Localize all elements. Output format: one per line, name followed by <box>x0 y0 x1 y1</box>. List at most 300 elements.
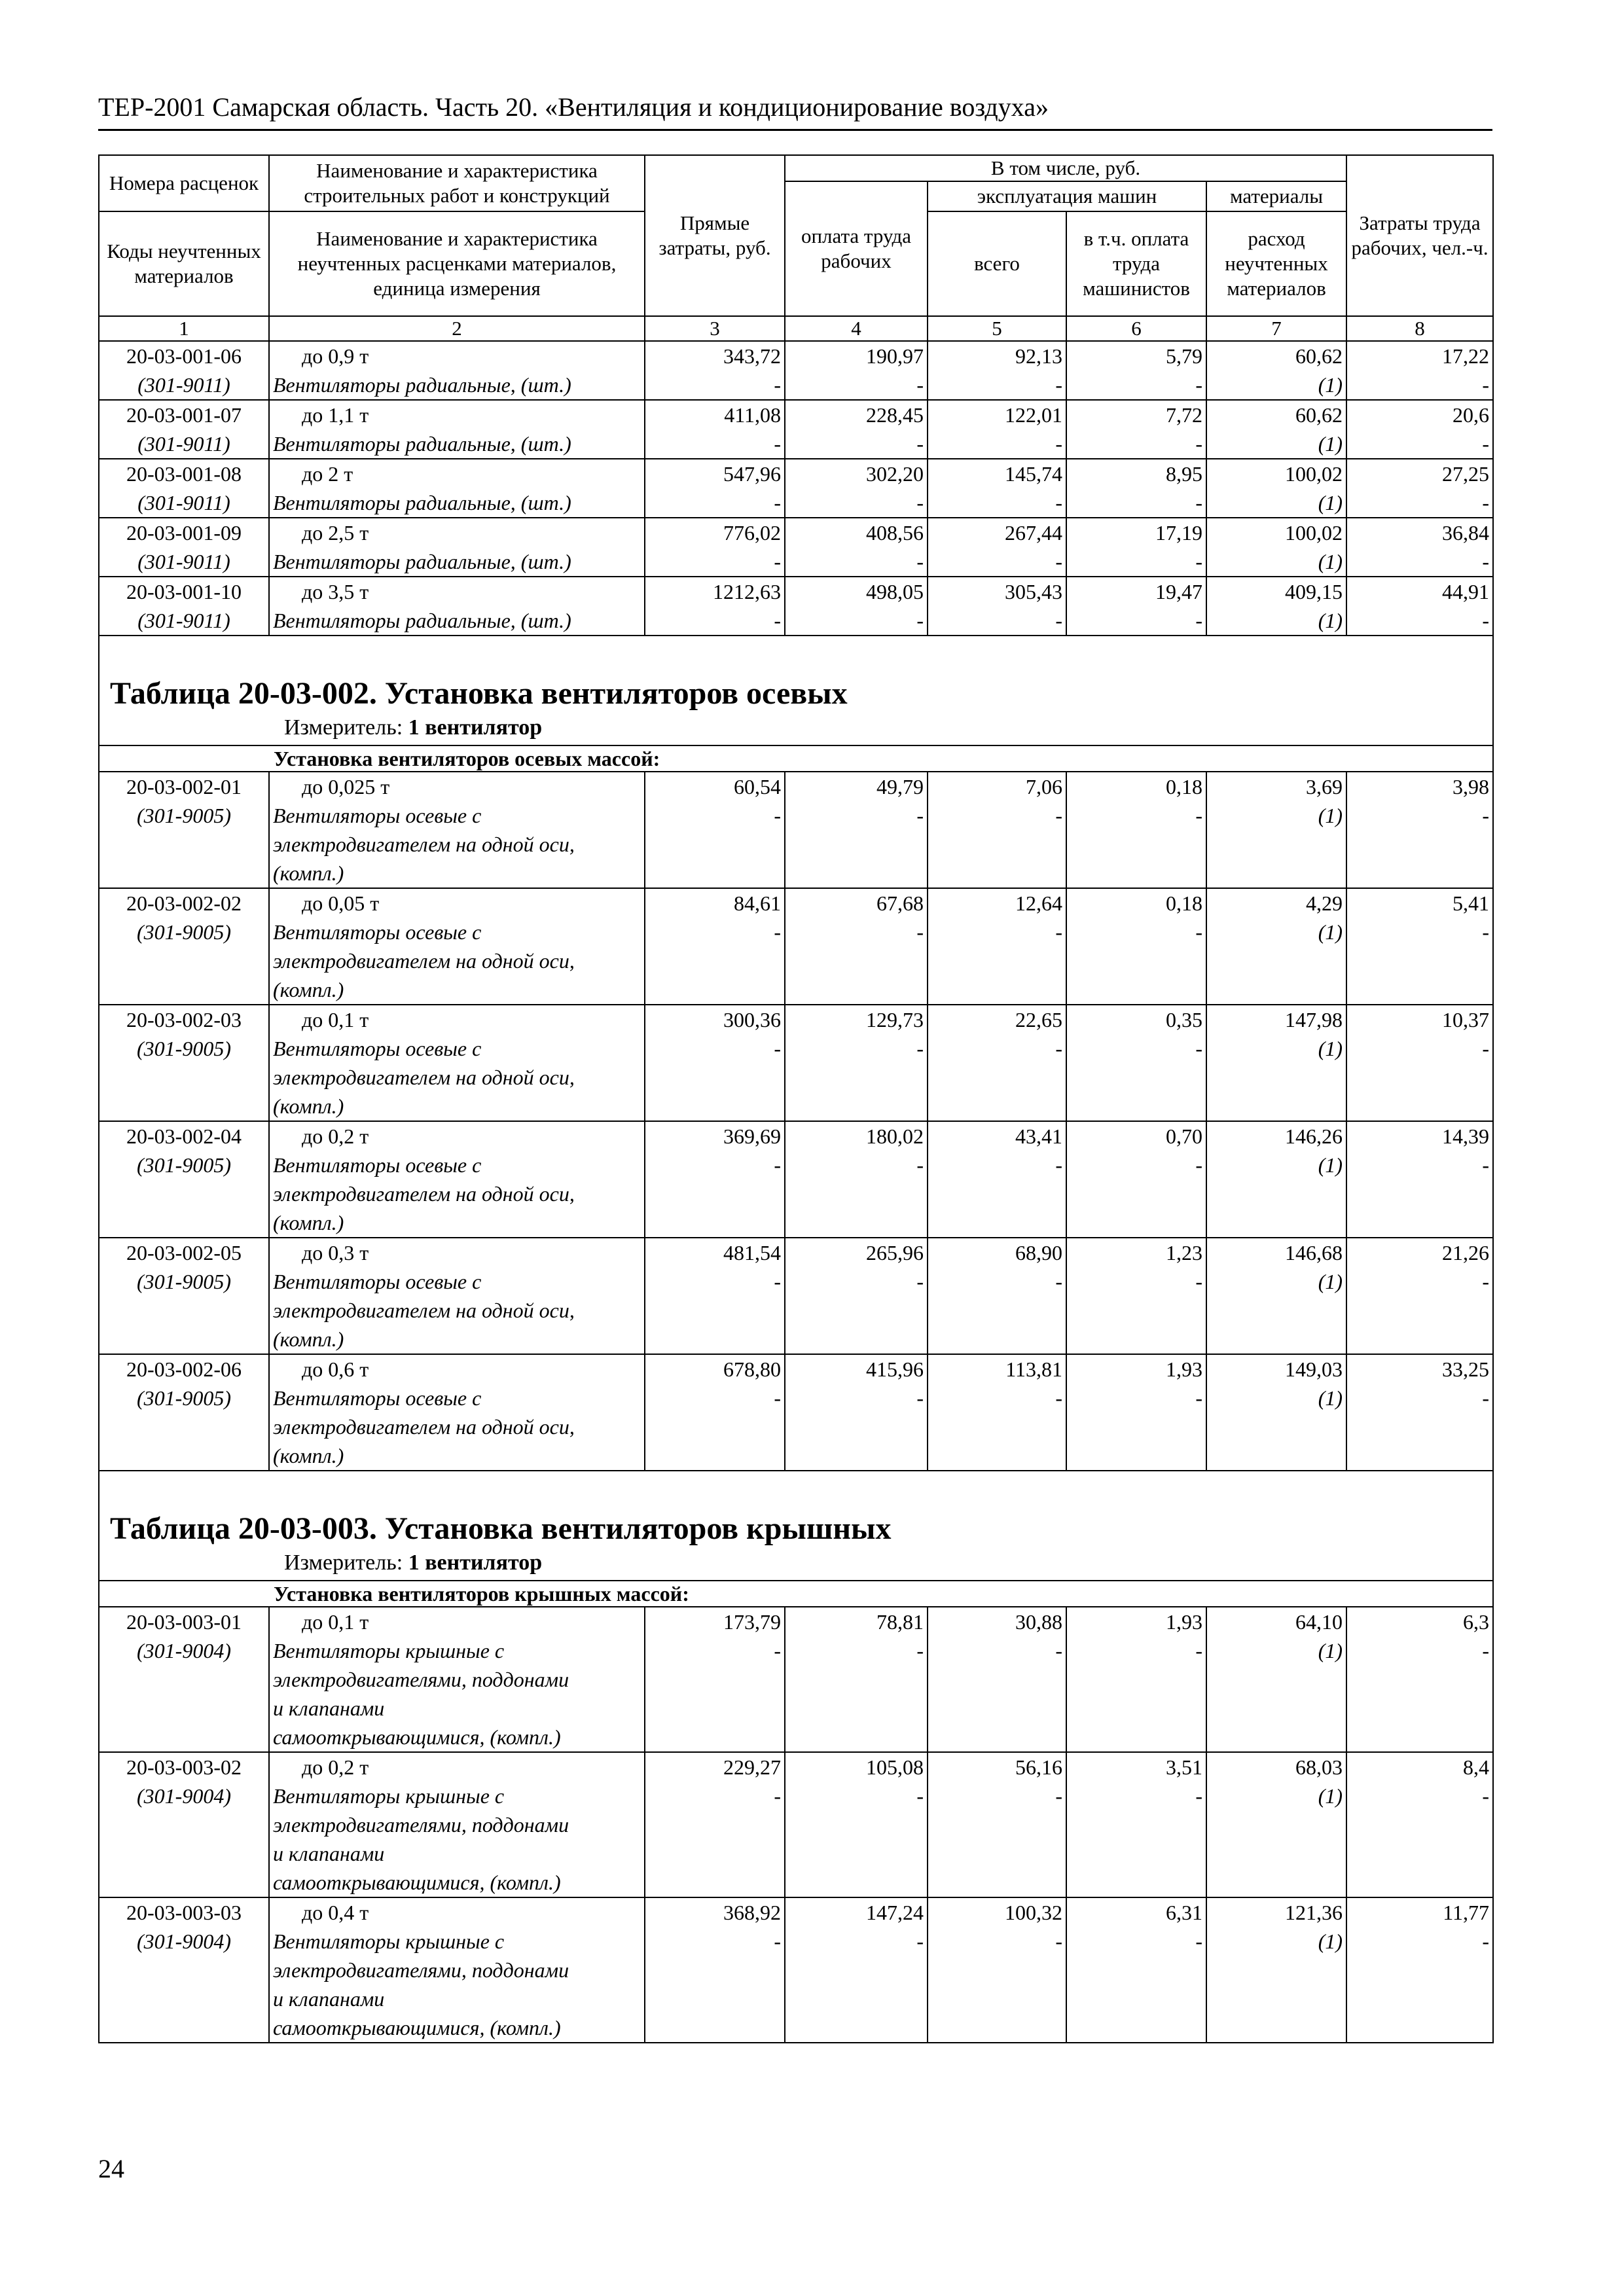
header-rate-numbers: Номера расценок <box>99 155 269 211</box>
material-consumption-value: 149,03 <box>1285 1357 1343 1381</box>
unaccounted-value-dash: - <box>774 1929 781 1953</box>
rate-code: 20-03-001-08 <box>126 462 242 486</box>
page-number: 24 <box>98 2154 124 2183</box>
rate-code-cell <box>99 341 269 400</box>
machinist-wages-value: 0,70 <box>1166 1124 1202 1148</box>
description-cell <box>269 1354 645 1471</box>
unaccounted-value-dash: - <box>1482 432 1490 456</box>
mass-condition: до 2 т <box>302 462 353 486</box>
labor-hours-cell <box>1346 1354 1493 1471</box>
unaccounted-value-dash: - <box>1055 1153 1062 1177</box>
material-consumption-cell <box>1206 1238 1346 1354</box>
rate-code-cell <box>99 1121 269 1238</box>
unaccounted-value-dash: - <box>1195 373 1202 397</box>
machines-total-value: 22,65 <box>1015 1008 1062 1031</box>
mass-condition: до 0,2 т <box>302 1124 369 1148</box>
unaccounted-value-dash: - <box>1055 804 1062 827</box>
direct-costs-value: 547,96 <box>723 462 781 486</box>
unaccounted-value-dash: - <box>1482 920 1490 944</box>
rate-code-cell <box>99 1607 269 1752</box>
section-cell <box>99 636 1493 745</box>
material-consumption-cell <box>1206 518 1346 577</box>
worker-wages-value: 415,96 <box>866 1357 924 1381</box>
unaccounted-value-dash: - <box>1482 1270 1490 1293</box>
worker-wages-cell <box>785 518 928 577</box>
mass-condition: до 0,025 т <box>302 775 390 798</box>
machinist-wages-cell <box>1066 772 1206 888</box>
description-cell <box>269 577 645 636</box>
material-consumption-cell <box>1206 577 1346 636</box>
material-code: (301-9004) <box>137 1784 231 1808</box>
unaccounted-value-dash: - <box>774 432 781 456</box>
material-name: Вентиляторы осевые с электродвигателем на одной оси, (компл.) <box>273 804 575 885</box>
rate-code: 20-03-002-05 <box>126 1241 242 1265</box>
unaccounted-value: (1) <box>1318 609 1343 632</box>
rates-table-container <box>98 154 1492 2043</box>
machinist-wages-cell <box>1066 1354 1206 1471</box>
rate-code-cell <box>99 459 269 518</box>
machinist-wages-value: 0,18 <box>1166 775 1202 798</box>
material-code: (301-9011) <box>137 609 230 632</box>
worker-wages-value: 147,24 <box>866 1901 924 1924</box>
unaccounted-value: (1) <box>1318 373 1343 397</box>
rate-code-cell <box>99 1238 269 1354</box>
material-code: (301-9005) <box>137 1153 231 1177</box>
worker-wages-cell <box>785 1238 928 1354</box>
column-number: 6 <box>1066 316 1206 341</box>
unaccounted-value-dash: - <box>774 920 781 944</box>
unaccounted-value-dash: - <box>1195 1929 1202 1953</box>
unaccounted-value: (1) <box>1318 1386 1343 1410</box>
description-cell <box>269 888 645 1005</box>
header-work-name: Наименование и характеристика строительных работ и конструкций <box>269 155 645 211</box>
material-code: (301-9005) <box>137 1270 231 1293</box>
table-row <box>99 1005 1493 1121</box>
direct-costs-value: 368,92 <box>723 1901 781 1924</box>
unaccounted-value-dash: - <box>1482 491 1490 514</box>
worker-wages-cell <box>785 1354 928 1471</box>
machines-total-value: 30,88 <box>1015 1610 1062 1634</box>
machines-total-value: 7,06 <box>1026 775 1062 798</box>
rate-code-cell <box>99 1897 269 2043</box>
machinist-wages-value: 1,93 <box>1166 1610 1202 1634</box>
unaccounted-value-dash: - <box>916 1639 924 1662</box>
machinist-wages-cell <box>1066 577 1206 636</box>
unaccounted-value-dash: - <box>774 550 781 573</box>
rate-code: 20-03-002-04 <box>126 1124 242 1148</box>
material-consumption-value: 146,26 <box>1285 1124 1343 1148</box>
rates-table <box>98 154 1494 2043</box>
header-machines-total: всего <box>928 211 1066 316</box>
direct-costs-cell <box>645 1607 785 1752</box>
machinist-wages-value: 17,19 <box>1155 521 1202 545</box>
header-material-names: Наименование и характеристика неучтенных расценками материалов, единица измерения <box>269 211 645 316</box>
unaccounted-value-dash: - <box>774 804 781 827</box>
table-row <box>99 341 1493 400</box>
unaccounted-value-dash: - <box>774 1153 781 1177</box>
machines-total-cell <box>928 1607 1066 1752</box>
labor-hours-cell <box>1346 1897 1493 2043</box>
rate-code-cell <box>99 577 269 636</box>
unaccounted-value-dash: - <box>916 1270 924 1293</box>
rate-code-cell <box>99 400 269 459</box>
labor-hours-value: 17,22 <box>1442 344 1490 368</box>
labor-hours-value: 11,77 <box>1443 1901 1490 1924</box>
worker-wages-value: 265,96 <box>866 1241 924 1265</box>
material-consumption-cell <box>1206 341 1346 400</box>
worker-wages-cell <box>785 888 928 1005</box>
machinist-wages-cell <box>1066 1752 1206 1897</box>
mass-condition: до 0,2 т <box>302 1755 369 1779</box>
worker-wages-cell <box>785 1897 928 2043</box>
direct-costs-value: 343,72 <box>723 344 781 368</box>
machinist-wages-value: 1,93 <box>1166 1357 1202 1381</box>
unaccounted-value-dash: - <box>1055 609 1062 632</box>
unaccounted-value: (1) <box>1318 920 1343 944</box>
group-row <box>99 745 1493 772</box>
worker-wages-cell <box>785 459 928 518</box>
machines-total-cell <box>928 888 1066 1005</box>
worker-wages-value: 105,08 <box>866 1755 924 1779</box>
machines-total-value: 43,41 <box>1015 1124 1062 1148</box>
material-code: (301-9005) <box>137 1037 231 1060</box>
column-number: 7 <box>1206 316 1346 341</box>
machinist-wages-value: 5,79 <box>1166 344 1202 368</box>
machines-total-cell <box>928 772 1066 888</box>
direct-costs-cell <box>645 1752 785 1897</box>
material-code: (301-9004) <box>137 1929 231 1953</box>
mass-condition: до 0,6 т <box>302 1357 369 1381</box>
column-numbers-row <box>99 316 1493 341</box>
worker-wages-cell <box>785 1752 928 1897</box>
labor-hours-cell <box>1346 1005 1493 1121</box>
material-name: Вентиляторы осевые с электродвигателем на одной оси, (компл.) <box>273 1386 575 1467</box>
labor-hours-value: 33,25 <box>1442 1357 1490 1381</box>
unaccounted-value-dash: - <box>1195 1153 1202 1177</box>
unaccounted-value-dash: - <box>1482 1037 1490 1060</box>
material-code: (301-9011) <box>137 491 230 514</box>
meter-label: Измеритель: <box>284 715 403 740</box>
rate-code-cell <box>99 518 269 577</box>
description-cell <box>269 1121 645 1238</box>
unaccounted-value-dash: - <box>1055 920 1062 944</box>
worker-wages-cell <box>785 341 928 400</box>
machinist-wages-cell <box>1066 1607 1206 1752</box>
labor-hours-cell <box>1346 577 1493 636</box>
direct-costs-value: 776,02 <box>723 521 781 545</box>
machines-total-cell <box>928 1897 1066 2043</box>
material-name: Вентиляторы радиальные, (шт.) <box>273 609 571 632</box>
description-cell <box>269 459 645 518</box>
worker-wages-value: 408,56 <box>866 521 924 545</box>
unaccounted-value: (1) <box>1318 432 1343 456</box>
worker-wages-cell <box>785 577 928 636</box>
material-consumption-value: 60,62 <box>1295 344 1343 368</box>
unaccounted-value: (1) <box>1318 1929 1343 1953</box>
rate-code: 20-03-002-01 <box>126 775 242 798</box>
header-row-1 <box>99 155 1493 181</box>
page-header <box>98 92 1492 131</box>
header-including: В том числе, руб. <box>785 155 1346 181</box>
machines-total-cell <box>928 459 1066 518</box>
labor-hours-value: 10,37 <box>1442 1008 1490 1031</box>
section-title: Таблица 20-03-003. Установка вентиляторов крышных <box>110 1511 892 1546</box>
labor-hours-value: 36,84 <box>1442 521 1490 545</box>
labor-hours-value: 5,41 <box>1453 891 1490 915</box>
section-row <box>99 636 1493 745</box>
material-code: (301-9005) <box>137 804 231 827</box>
worker-wages-value: 49,79 <box>876 775 924 798</box>
column-number: 3 <box>645 316 785 341</box>
machinist-wages-cell <box>1066 1005 1206 1121</box>
machines-total-cell <box>928 1121 1066 1238</box>
unaccounted-value-dash: - <box>1482 804 1490 827</box>
column-number: 8 <box>1346 316 1493 341</box>
unaccounted-value-dash: - <box>1195 550 1202 573</box>
machinist-wages-cell <box>1066 1897 1206 2043</box>
worker-wages-value: 498,05 <box>866 580 924 603</box>
material-name: Вентиляторы радиальные, (шт.) <box>273 491 571 514</box>
machinist-wages-value: 0,18 <box>1166 891 1202 915</box>
labor-hours-cell <box>1346 1238 1493 1354</box>
machines-total-cell <box>928 1354 1066 1471</box>
labor-hours-value: 8,4 <box>1463 1755 1490 1779</box>
material-consumption-cell <box>1206 1897 1346 2043</box>
rate-code: 20-03-001-06 <box>126 344 242 368</box>
mass-condition: до 0,1 т <box>302 1610 369 1634</box>
description-cell <box>269 1238 645 1354</box>
rate-code-cell <box>99 1752 269 1897</box>
meter <box>110 1549 1482 1580</box>
material-code: (301-9005) <box>137 920 231 944</box>
material-consumption-cell <box>1206 1354 1346 1471</box>
unaccounted-value-dash: - <box>1195 1386 1202 1410</box>
worker-wages-cell <box>785 1607 928 1752</box>
rate-code: 20-03-003-03 <box>126 1901 242 1924</box>
direct-costs-cell <box>645 1354 785 1471</box>
unaccounted-value-dash: - <box>916 804 924 827</box>
unaccounted-value-dash: - <box>1055 1929 1062 1953</box>
material-name: Вентиляторы осевые с электродвигателем на одной оси, (компл.) <box>273 1270 575 1351</box>
machines-total-value: 305,43 <box>1005 580 1062 603</box>
header-materials: материалы <box>1206 181 1346 211</box>
direct-costs-value: 481,54 <box>723 1241 781 1265</box>
machinist-wages-cell <box>1066 459 1206 518</box>
mass-condition: до 3,5 т <box>302 580 369 603</box>
machinist-wages-value: 0,35 <box>1166 1008 1202 1031</box>
column-number: 2 <box>269 316 645 341</box>
description-cell <box>269 518 645 577</box>
labor-hours-value: 14,39 <box>1442 1124 1490 1148</box>
rate-code: 20-03-002-03 <box>126 1008 242 1031</box>
labor-hours-cell <box>1346 888 1493 1005</box>
document-title: ТЕР-2001 Самарская область. Часть 20. «Вентиляция и кондиционирование воздуха» <box>98 92 1049 122</box>
machinist-wages-value: 1,23 <box>1166 1241 1202 1265</box>
material-consumption-cell <box>1206 459 1346 518</box>
unaccounted-value-dash: - <box>1195 1639 1202 1662</box>
direct-costs-cell <box>645 1897 785 2043</box>
unaccounted-value-dash: - <box>1055 491 1062 514</box>
unaccounted-value-dash: - <box>1482 1929 1490 1953</box>
worker-wages-cell <box>785 1121 928 1238</box>
unaccounted-value-dash: - <box>916 432 924 456</box>
worker-wages-value: 129,73 <box>866 1008 924 1031</box>
direct-costs-cell <box>645 888 785 1005</box>
unaccounted-value: (1) <box>1318 1270 1343 1293</box>
unaccounted-value-dash: - <box>1482 1784 1490 1808</box>
header-direct-costs: Прямые затраты, руб. <box>645 155 785 316</box>
direct-costs-value: 1212,63 <box>713 580 781 603</box>
material-consumption-value: 121,36 <box>1285 1901 1343 1924</box>
material-code: (301-9011) <box>137 373 230 397</box>
table-row <box>99 1607 1493 1752</box>
unaccounted-value-dash: - <box>1055 432 1062 456</box>
table-row <box>99 518 1493 577</box>
material-code: (301-9011) <box>137 432 230 456</box>
machines-total-cell <box>928 1752 1066 1897</box>
unaccounted-value-dash: - <box>1482 550 1490 573</box>
unaccounted-value: (1) <box>1318 1037 1343 1060</box>
mass-condition: до 2,5 т <box>302 521 369 545</box>
description-cell <box>269 341 645 400</box>
table-row <box>99 772 1493 888</box>
unaccounted-value-dash: - <box>916 920 924 944</box>
table-row <box>99 1752 1493 1897</box>
worker-wages-value: 78,81 <box>876 1610 924 1634</box>
description-cell <box>269 1897 645 2043</box>
worker-wages-value: 180,02 <box>866 1124 924 1148</box>
unaccounted-value-dash: - <box>1055 1639 1062 1662</box>
unaccounted-value-dash: - <box>916 1929 924 1953</box>
unaccounted-value-dash: - <box>916 1784 924 1808</box>
unaccounted-value: (1) <box>1318 1784 1343 1808</box>
material-consumption-value: 409,15 <box>1285 580 1343 603</box>
direct-costs-value: 678,80 <box>723 1357 781 1381</box>
unaccounted-value-dash: - <box>774 491 781 514</box>
unaccounted-value-dash: - <box>1482 1639 1490 1662</box>
material-name: Вентиляторы радиальные, (шт.) <box>273 373 571 397</box>
machines-total-cell <box>928 1005 1066 1121</box>
unaccounted-value-dash: - <box>1055 1386 1062 1410</box>
machinist-wages-cell <box>1066 341 1206 400</box>
unaccounted-value-dash: - <box>774 1386 781 1410</box>
table-row <box>99 888 1493 1005</box>
section-title: Таблица 20-03-002. Установка вентиляторов осевых <box>110 676 848 711</box>
section-cell <box>99 1471 1493 1581</box>
table-row <box>99 1121 1493 1238</box>
column-number: 5 <box>928 316 1066 341</box>
unaccounted-value: (1) <box>1318 1639 1343 1662</box>
material-consumption-value: 100,02 <box>1285 462 1343 486</box>
material-consumption-cell <box>1206 1607 1346 1752</box>
material-consumption-value: 100,02 <box>1285 521 1343 545</box>
column-number: 4 <box>785 316 928 341</box>
machines-total-cell <box>928 518 1066 577</box>
worker-wages-cell <box>785 1005 928 1121</box>
table-row <box>99 1897 1493 2043</box>
machines-total-value: 267,44 <box>1005 521 1062 545</box>
description-cell <box>269 1607 645 1752</box>
machinist-wages-cell <box>1066 1121 1206 1238</box>
header-labor-costs: Затраты труда рабочих, чел.-ч. <box>1346 155 1493 316</box>
material-consumption-value: 68,03 <box>1295 1755 1343 1779</box>
labor-hours-value: 27,25 <box>1442 462 1490 486</box>
material-consumption-cell <box>1206 1121 1346 1238</box>
labor-hours-value: 20,6 <box>1453 403 1490 427</box>
labor-hours-cell <box>1346 400 1493 459</box>
unaccounted-value-dash: - <box>1195 1784 1202 1808</box>
mass-condition: до 0,4 т <box>302 1901 369 1924</box>
labor-hours-cell <box>1346 518 1493 577</box>
unaccounted-value: (1) <box>1318 550 1343 573</box>
table-row <box>99 459 1493 518</box>
machinist-wages-value: 19,47 <box>1155 580 1202 603</box>
material-consumption-value: 146,68 <box>1285 1241 1343 1265</box>
machines-total-cell <box>928 1238 1066 1354</box>
material-name: Вентиляторы крышные с электродвигателями, поддонами и клапанами самооткрывающимися, (компл.) <box>273 1784 569 1894</box>
column-number: 1 <box>99 316 269 341</box>
rate-code: 20-03-002-06 <box>126 1357 242 1381</box>
unaccounted-value-dash: - <box>1055 373 1062 397</box>
unaccounted-value-dash: - <box>1482 373 1490 397</box>
direct-costs-value: 84,61 <box>734 891 781 915</box>
direct-costs-cell <box>645 518 785 577</box>
unaccounted-value-dash: - <box>916 373 924 397</box>
unaccounted-value-dash: - <box>774 609 781 632</box>
material-name: Вентиляторы радиальные, (шт.) <box>273 432 571 456</box>
unaccounted-value-dash: - <box>1055 1784 1062 1808</box>
worker-wages-value: 302,20 <box>866 462 924 486</box>
description-cell <box>269 400 645 459</box>
rate-code: 20-03-001-07 <box>126 403 242 427</box>
section-row <box>99 1471 1493 1581</box>
machinist-wages-cell <box>1066 518 1206 577</box>
rate-code-cell <box>99 888 269 1005</box>
unaccounted-value-dash: - <box>774 1270 781 1293</box>
unaccounted-value-dash: - <box>1055 1270 1062 1293</box>
unaccounted-value-dash: - <box>774 1784 781 1808</box>
machinist-wages-cell <box>1066 1238 1206 1354</box>
header-material-codes: Коды неучтенных материалов <box>99 211 269 316</box>
worker-wages-cell <box>785 400 928 459</box>
material-consumption-value: 3,69 <box>1306 775 1343 798</box>
group-title: Установка вентиляторов осевых массой: <box>99 745 1493 772</box>
machines-total-value: 145,74 <box>1005 462 1062 486</box>
direct-costs-value: 173,79 <box>723 1610 781 1634</box>
labor-hours-cell <box>1346 772 1493 888</box>
material-code: (301-9004) <box>137 1639 231 1662</box>
unaccounted-value-dash: - <box>916 1153 924 1177</box>
rate-code-cell <box>99 1005 269 1121</box>
direct-costs-value: 60,54 <box>734 775 781 798</box>
machines-total-value: 122,01 <box>1005 403 1062 427</box>
unaccounted-value-dash: - <box>1195 1037 1202 1060</box>
labor-hours-value: 6,3 <box>1463 1610 1490 1634</box>
labor-hours-value: 3,98 <box>1453 775 1490 798</box>
rate-code: 20-03-003-02 <box>126 1755 242 1779</box>
unaccounted-value-dash: - <box>1195 1270 1202 1293</box>
material-consumption-cell <box>1206 888 1346 1005</box>
direct-costs-value: 411,08 <box>724 403 781 427</box>
meter-value: 1 вентилятор <box>408 1551 543 1575</box>
machines-total-value: 56,16 <box>1015 1755 1062 1779</box>
description-cell <box>269 1752 645 1897</box>
description-cell <box>269 1005 645 1121</box>
material-consumption-value: 147,98 <box>1285 1008 1343 1031</box>
unaccounted-value-dash: - <box>1195 491 1202 514</box>
meter-label: Измеритель: <box>284 1551 403 1575</box>
table-row <box>99 400 1493 459</box>
